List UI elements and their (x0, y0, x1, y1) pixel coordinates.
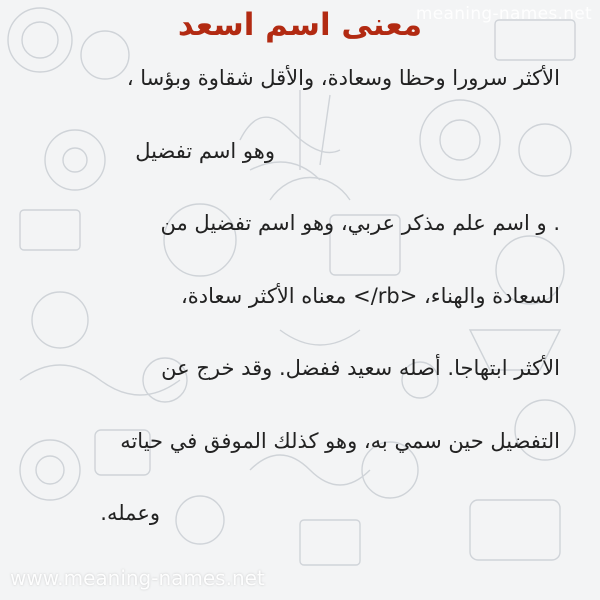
text-line-1: الأكثر سرورا وحظا وسعادة، والأقل شقاوة وبؤسا ، (126, 66, 560, 90)
meaning-text (40, 64, 560, 572)
text-line-3: . و اسم علم مذكر عربي، وهو اسم تفضيل من (160, 211, 560, 235)
text-line-7: وعمله. (100, 501, 160, 525)
bottom-watermark: www.meaning-names.net (10, 566, 265, 590)
text-line-5: الأكثر ابتهاجا. أصله سعيد ففضل. وقد خرج عن (161, 356, 560, 380)
top-watermark: meaning-names.net (415, 4, 592, 24)
text-line-6: التفضيل حين سمي به، وهو كذلك الموفق في حياته (120, 428, 560, 453)
page-title: معنى اسم اسعد (177, 7, 423, 43)
text-line-4: السعادة والهناء، <rb/> معناه الأكثر سعادة، (180, 283, 560, 308)
text-line-2: وهو اسم تفضيل (135, 138, 275, 163)
